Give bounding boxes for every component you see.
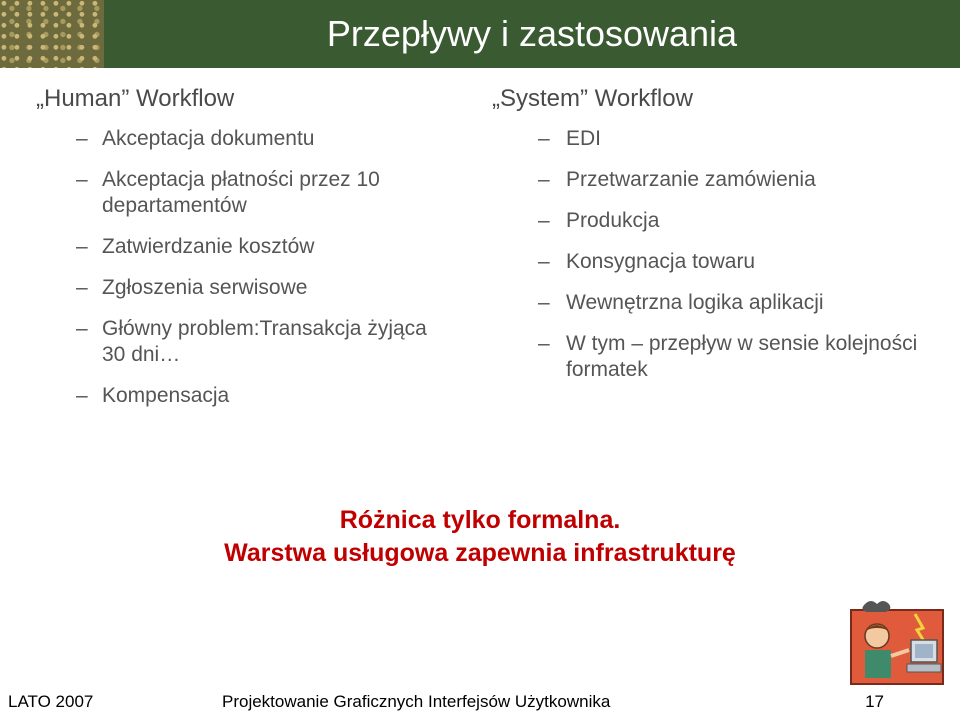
list-item: – Kompensacja bbox=[76, 384, 230, 407]
list-item: – EDI bbox=[538, 127, 602, 150]
slide-footer bbox=[0, 688, 960, 713]
human-workflow-column bbox=[36, 84, 456, 424]
system-workflow-list bbox=[492, 126, 932, 383]
human-workflow-heading: „Human” Workflow bbox=[36, 85, 235, 112]
system-workflow-heading: „System” Workflow bbox=[492, 85, 693, 112]
list-item: – Główny problem:Transakcja żyjąca 30 dni… bbox=[76, 317, 427, 366]
slide-header bbox=[0, 0, 960, 68]
emphasis-line-1: Różnica tylko formalna. bbox=[339, 506, 621, 534]
footer-date: LATO 2007 bbox=[8, 692, 94, 711]
list-item: – Zatwierdzanie kosztów bbox=[76, 235, 315, 258]
cobblestone-texture bbox=[0, 0, 104, 68]
emphasis-text bbox=[0, 504, 960, 570]
emphasis-line-2: Warstwa usługowa zapewnia infrastrukturę bbox=[224, 539, 736, 567]
list-item: – W tym – przepływ w sensie kolejności formatek bbox=[538, 332, 918, 381]
list-item: – Akceptacja dokumentu bbox=[76, 127, 315, 150]
system-workflow-column bbox=[492, 84, 932, 398]
slide-title: Przepływy i zastosowania bbox=[326, 13, 738, 54]
list-item: – Konsygnacja towaru bbox=[538, 250, 756, 273]
footer-course-title: Projektowanie Graficznych Interfejsów Użytkownika bbox=[222, 692, 611, 711]
list-item: – Przetwarzanie zamówienia bbox=[538, 168, 816, 191]
list-item: – Produkcja bbox=[538, 209, 660, 232]
frustrated-user-computer-icon bbox=[845, 600, 950, 688]
human-workflow-list bbox=[36, 126, 456, 409]
list-item: – Akceptacja płatności przez 10 departamentów bbox=[76, 168, 380, 217]
list-item: – Zgłoszenia serwisowe bbox=[76, 276, 308, 299]
list-item: – Wewnętrzna logika aplikacji bbox=[538, 291, 824, 314]
page-number: 17 bbox=[865, 692, 884, 711]
